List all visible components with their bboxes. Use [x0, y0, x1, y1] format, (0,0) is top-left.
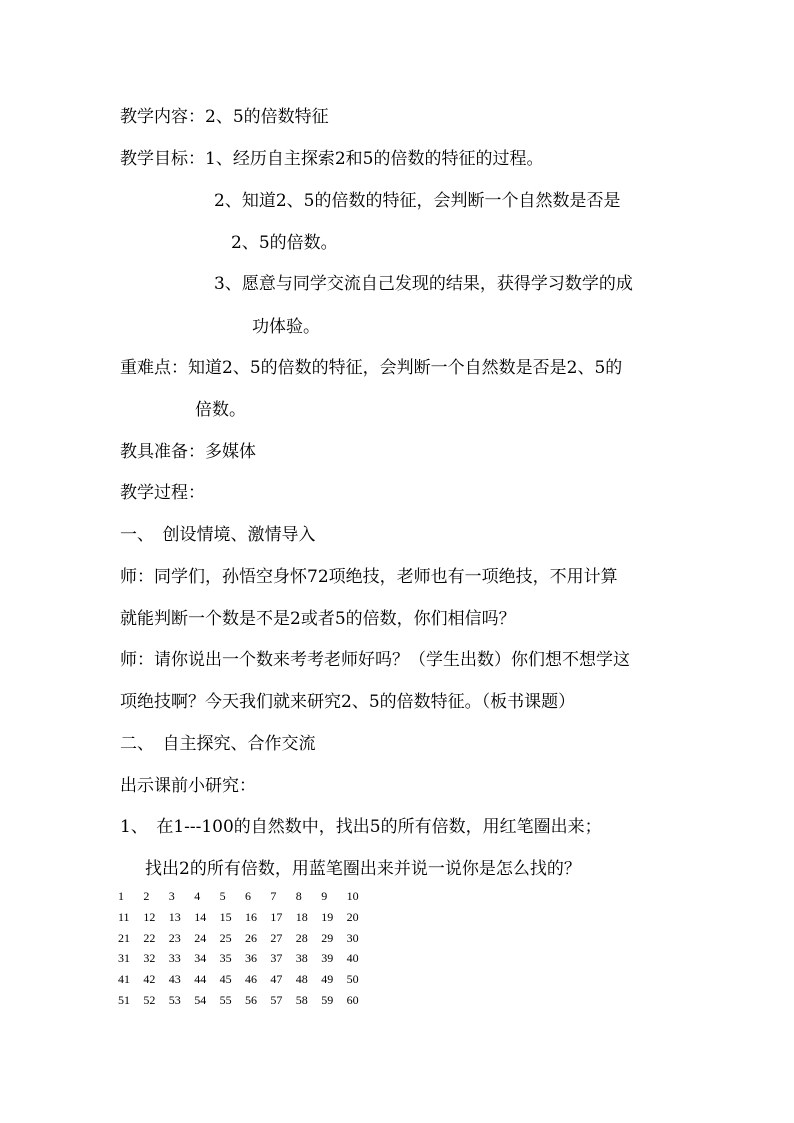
number-cell: 4: [194, 889, 201, 903]
number-cell: 31: [118, 951, 130, 966]
number-cell: 48: [295, 972, 308, 987]
number-cell: 51: [118, 992, 130, 1007]
teaching-goal-3-continuation: 功体验。: [252, 317, 320, 337]
number-cell: 50: [346, 972, 359, 987]
number-cell: 5: [219, 889, 226, 903]
teacher-speech-2-line: 师：请你说出一个数来考考老师好吗？（学生出数）你们想不想学这: [120, 650, 630, 670]
number-cell: 34: [194, 951, 207, 966]
number-cell: 15: [219, 909, 232, 924]
number-cell: 52: [143, 992, 156, 1007]
number-cell: 46: [245, 972, 257, 987]
pre-study-heading: 出示课前小研究：: [120, 776, 256, 796]
section-2-heading: 二、 自主探究、合作交流: [120, 734, 316, 754]
number-cell: 8: [295, 889, 302, 903]
number-cell: 21: [118, 930, 130, 945]
number-cell: 6: [245, 889, 251, 903]
teaching-goal-2-continuation: 2、5的倍数。: [231, 233, 338, 253]
task-1-continuation: 找出2的所有倍数，用蓝笔圈出来并说一说你是怎么找的？: [145, 859, 581, 879]
number-cell: 39: [321, 951, 334, 966]
teacher-speech-2-continuation: 项绝技啊？今天我们就来研究2、5的倍数特征。（板书课题）: [120, 692, 576, 712]
number-cell: 56: [245, 992, 257, 1007]
number-cell: 55: [219, 992, 232, 1007]
number-cell: 38: [295, 951, 308, 966]
number-cell: 41: [118, 972, 130, 987]
number-cell: 45: [219, 972, 232, 987]
number-cell: 33: [168, 951, 181, 966]
number-cell: 7: [270, 889, 277, 903]
number-cell: 28: [295, 930, 308, 945]
task-1-line: 1、 在1---100的自然数中，找出5的所有倍数，用红笔圈出来；: [120, 817, 602, 837]
number-cell: 18: [295, 909, 308, 924]
number-cell: 9: [321, 889, 328, 903]
teaching-goal-3-line: 3、愿意与同学交流自己发现的结果，获得学习数学的成: [214, 274, 633, 294]
number-cell: 42: [143, 972, 156, 987]
number-cell: 35: [219, 951, 232, 966]
number-cell: 47: [270, 972, 283, 987]
number-cell: 25: [219, 930, 232, 945]
number-cell: 29: [321, 930, 334, 945]
number-cell: 1: [118, 889, 124, 903]
number-cell: 32: [143, 951, 156, 966]
number-cell: 17: [270, 909, 283, 924]
key-points-continuation: 倍数。: [195, 400, 246, 420]
number-cell: 14: [194, 909, 207, 924]
number-cell: 40: [346, 951, 359, 966]
teacher-speech-1-line: 师：同学们，孙悟空身怀72项绝技，老师也有一项绝技，不用计算: [120, 567, 618, 587]
teaching-process-heading: 教学过程：: [120, 483, 205, 503]
key-points-line: 重难点：知道2、5的倍数的特征，会判断一个自然数是否是2、5的: [120, 358, 623, 378]
number-cell: 49: [321, 972, 334, 987]
number-cell: 53: [168, 992, 181, 1007]
number-cell: 60: [346, 992, 359, 1007]
number-cell: 43: [168, 972, 181, 987]
number-cell: 37: [270, 951, 283, 966]
number-cell: 59: [321, 992, 334, 1007]
teaching-tools-line: 教具准备：多媒体: [120, 442, 256, 462]
number-cell: 16: [245, 909, 257, 924]
number-cell: 30: [346, 930, 359, 945]
number-cell: 26: [245, 930, 257, 945]
number-cell: 27: [270, 930, 283, 945]
number-cell: 44: [194, 972, 207, 987]
number-cell: 3: [168, 889, 175, 903]
number-cell: 58: [295, 992, 308, 1007]
number-cell: 13: [168, 909, 181, 924]
teacher-speech-1-continuation: 就能判断一个数是不是2或者5的倍数，你们相信吗？: [120, 609, 516, 629]
number-cell: 2: [143, 889, 150, 903]
number-cell: 20: [346, 909, 359, 924]
teaching-content-line: 教学内容：2、5的倍数特征: [120, 107, 329, 127]
number-cell: 19: [321, 909, 334, 924]
number-cell: 11: [118, 909, 130, 924]
number-cell: 22: [143, 930, 156, 945]
teaching-goal-1-line: 教学目标：1、经历自主探索2和5的倍数的特征的过程。: [120, 149, 544, 169]
number-cell: 12: [143, 909, 156, 924]
section-1-heading: 一、 创设情境、激情导入: [120, 525, 316, 545]
number-cell: 10: [346, 889, 359, 903]
number-cell: 36: [245, 951, 257, 966]
number-cell: 54: [194, 992, 207, 1007]
number-cell: 23: [168, 930, 181, 945]
teaching-goal-2-line: 2、知道2、5的倍数的特征，会判断一个自然数是否是: [214, 191, 621, 211]
number-cell: 57: [270, 992, 283, 1007]
number-cell: 24: [194, 930, 207, 945]
